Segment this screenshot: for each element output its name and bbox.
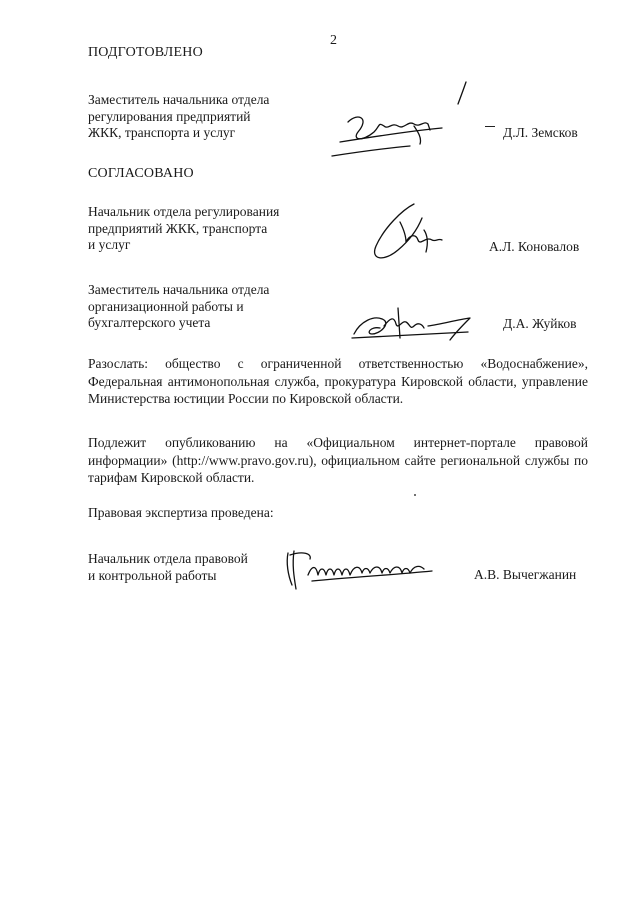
signature-konovalov [362,200,462,270]
distribution-paragraph: Разослать: общество с ограниченной ответственностью «Водоснабжение», Федеральная антимонопольная служба, прокуратура Кировской области, управление Министерства юстиции России по Кировской области. [88,356,588,406]
agreed-heading: СОГЛАСОВАНО [88,166,194,181]
signature-zemskov [318,82,478,182]
signature-zhuikov [350,298,480,348]
legal-review-text: Правовая экспертиза проведена: [88,505,274,520]
agreed-signer-1-name: А.Л. Коновалов [489,239,580,254]
agreed-signer-1-position: Начальник отдела регулирования предприятий ЖКК, транспорта и услуг [88,204,280,252]
legal-review-signer-position: Начальник отдела правовой и контрольной работы [88,551,248,583]
publication-paragraph: Подлежит опубликованию на «Официальном интернет-портале правовой информации» (http://www.pravo.gov.ru), официальном сайте региональной службы по тарифам Кировской области. [88,435,588,485]
prepared-signer-position: Заместитель начальника отдела регулирования предприятий ЖКК, транспорта и услуг [88,92,270,140]
agreed-signer-2-position: Заместитель начальника отдела организационной работы и бухгалтерского учета [88,282,270,330]
signature-vychegzhanin [282,545,442,595]
legal-review-signer-name: А.В. Вычегжанин [474,567,577,582]
prepared-heading: ПОДГОТОВЛЕНО [88,45,203,60]
dash-mark [485,126,495,127]
speck [414,494,416,496]
prepared-signer-name: Д.Л. Земсков [503,125,578,140]
agreed-signer-2-name: Д.А. Жуйков [503,316,577,331]
page-number: 2 [330,33,337,48]
